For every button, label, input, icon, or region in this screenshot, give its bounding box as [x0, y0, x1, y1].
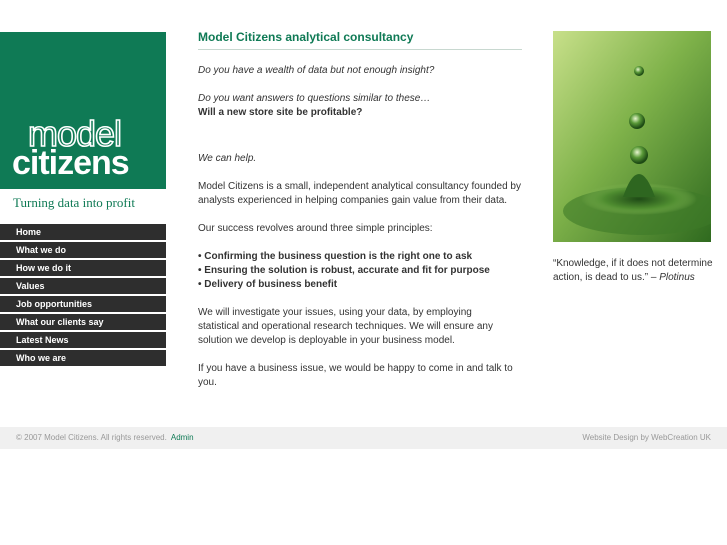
nav-item-home[interactable]: Home — [0, 224, 166, 240]
principle-3: • Delivery of business benefit — [198, 279, 338, 290]
question-2-example: Will a new store site be profitable? — [198, 107, 363, 118]
closing-paragraph: If you have a business issue, we would be happy to come in and talk to you. — [198, 363, 513, 388]
tagline: Turning data into profit — [13, 195, 135, 210]
water-drop-photo — [553, 31, 711, 242]
question-2: Do you want answers to questions similar to these… — [198, 93, 431, 104]
main-content — [198, 30, 522, 390]
admin-link[interactable]: Admin — [170, 433, 194, 442]
question-1: Do you have a wealth of data but not enough insight? — [198, 65, 435, 76]
main-nav — [0, 224, 166, 368]
quote-author: Plotinus — [659, 272, 695, 283]
logo-graphic — [0, 32, 166, 189]
principle-1: • Confirming the business question is the right one to ask — [198, 251, 473, 262]
principle-2: • Ensuring the solution is robust, accurate and fit for purpose — [198, 265, 490, 276]
quote — [553, 257, 715, 285]
logo-line2: citizens — [12, 144, 129, 182]
nav-item-what-we-do[interactable]: What we do — [0, 242, 166, 258]
quote-text: “Knowledge, if it does not determine action, is dead to us.” – — [553, 258, 713, 283]
nav-item-latest-news[interactable]: Latest News — [0, 332, 166, 348]
logo-line1: model — [28, 113, 122, 154]
logo[interactable] — [0, 32, 166, 189]
nav-item-who-we-are[interactable]: Who we are — [0, 350, 166, 366]
nav-item-how-we-do-it[interactable]: How we do it — [0, 260, 166, 276]
help-text: We can help. — [198, 153, 257, 164]
footer — [0, 427, 727, 449]
footer-left — [16, 433, 194, 442]
nav-item-job-opportunities[interactable]: Job opportunities — [0, 296, 166, 312]
nav-item-what-our-clients-say[interactable]: What our clients say — [0, 314, 166, 330]
intro-paragraph: Model Citizens is a small, independent analytical consultancy founded by analysts experienced in helping companies gain value from their data. — [198, 181, 521, 206]
investigate-paragraph: We will investigate your issues, using your data, by employing statistical and operational research techniques. We will ensure any solution we develop is deployable in your business model. — [198, 307, 493, 346]
design-credit[interactable]: Website Design by WebCreation UK — [582, 433, 711, 442]
principles-intro: Our success revolves around three simple principles: — [198, 223, 433, 234]
page-title: Model Citizens analytical consultancy — [198, 30, 522, 50]
nav-item-values[interactable]: Values — [0, 278, 166, 294]
copyright: © 2007 Model Citizens. All rights reserved. — [16, 433, 167, 442]
